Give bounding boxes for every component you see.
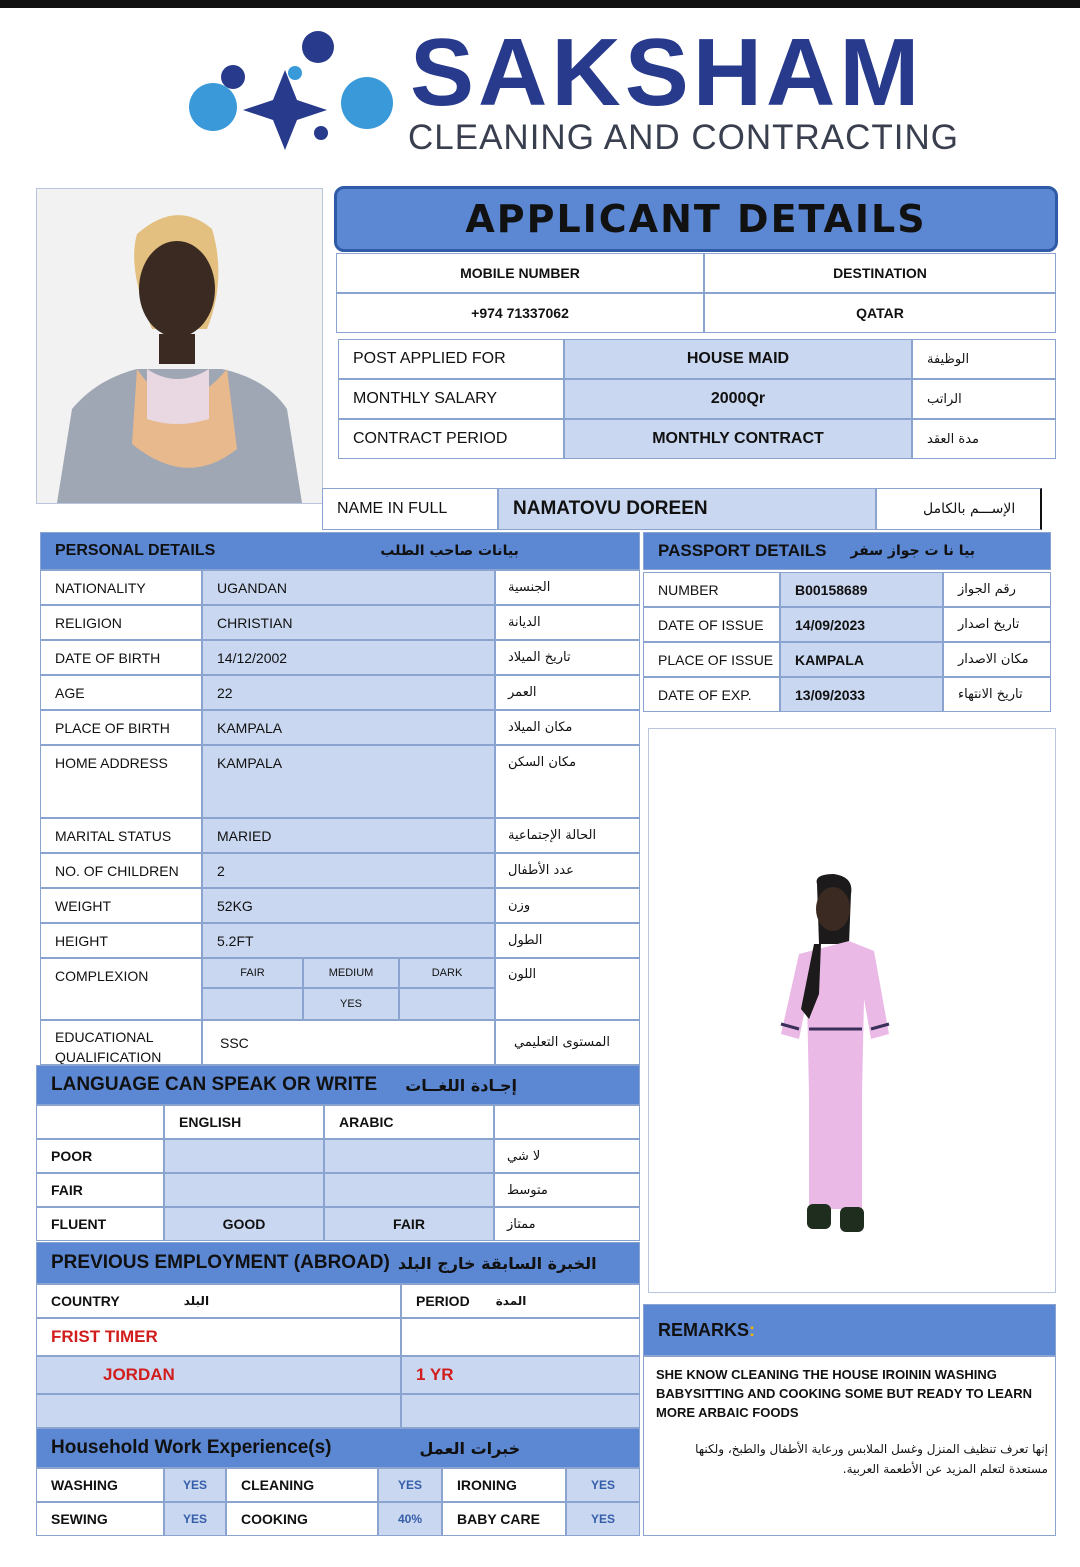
household-item-value: YES [164, 1502, 226, 1536]
mobile-number-value: +974 71337062 [336, 293, 704, 333]
complexion-medium: MEDIUM [303, 958, 399, 988]
personal-value: KAMPALA [202, 745, 495, 818]
personal-ar: الجنسية [495, 570, 640, 605]
remarks-header [643, 1304, 1056, 1356]
personal-label: PLACE OF BIRTH [40, 710, 202, 745]
name-ar [876, 488, 1042, 530]
household-item-label: BABY CARE [442, 1502, 566, 1536]
language-arabic-value [324, 1173, 494, 1207]
personal-value: MARIED [202, 818, 495, 853]
logo-icon [185, 25, 405, 160]
passport-label: DATE OF EXP. [643, 677, 780, 712]
personal-value: 22 [202, 675, 495, 710]
personal-ar: مكان الميلاد [495, 710, 640, 745]
household-item-value: YES [566, 1502, 640, 1536]
complexion-fair: FAIR [202, 958, 303, 988]
salary-label: MONTHLY SALARY [338, 379, 564, 419]
passport-label: DATE OF ISSUE [643, 607, 780, 642]
education-label: EDUCATIONAL QUALIFICATION [40, 1020, 202, 1065]
household-item-value: YES [566, 1468, 640, 1502]
language-level: FLUENT [36, 1207, 164, 1241]
household-item-value: 40% [378, 1502, 442, 1536]
contract-label: CONTRACT PERIOD [338, 419, 564, 459]
education-value: SSC [202, 1020, 495, 1065]
household-header [36, 1428, 640, 1468]
complexion-ar: اللون [495, 958, 640, 1020]
language-title-ar: إجـادة اللغــات [405, 1075, 517, 1095]
remarks-colon: : [749, 1319, 756, 1340]
applicant-full-photo [648, 728, 1056, 1293]
passport-details-title-ar: بيا نا ت جواز سفر [850, 543, 976, 559]
household-item-value: YES [378, 1468, 442, 1502]
personal-label: WEIGHT [40, 888, 202, 923]
company-name: SAKSHAM [410, 19, 924, 126]
personal-value: 14/12/2002 [202, 640, 495, 675]
company-tagline: CLEANING AND CONTRACTING [408, 118, 959, 157]
personal-value: UGANDAN [202, 570, 495, 605]
language-english-value [164, 1173, 324, 1207]
education-ar: المستوى التعليمي [495, 1020, 640, 1065]
personal-label: NATIONALITY [40, 570, 202, 605]
name-value: NAMATOVU DOREEN [498, 488, 876, 530]
employment-country-header [36, 1284, 401, 1318]
personal-ar: وزن [495, 888, 640, 923]
mobile-number-label: MOBILE NUMBER [336, 253, 704, 293]
language-level: POOR [36, 1139, 164, 1173]
personal-value: 5.2FT [202, 923, 495, 958]
passport-label: PLACE OF ISSUE [643, 642, 780, 677]
language-english-value [164, 1139, 324, 1173]
remarks-english: SHE KNOW CLEANING THE HOUSE IROININ WASHING BABYSITTING AND COOKING SOME BUT READY TO LEARN MORE ARBAIC FOODS [656, 1367, 1033, 1420]
employment-country-value: JORDAN [36, 1356, 401, 1394]
complexion-fair-value [202, 988, 303, 1020]
household-item-label: CLEANING [226, 1468, 378, 1502]
complexion-dark: DARK [399, 958, 495, 988]
personal-value: 52KG [202, 888, 495, 923]
language-title: LANGUAGE CAN SPEAK OR WRITE [51, 1074, 378, 1095]
remarks-arabic: إنها تعرف تنظيف المنزل وغسل الملابس ورعاية الأطفال والطبخ، ولكنها مستعدة لتعلم المزيد عن الأطعمة العربية. [695, 1442, 1048, 1476]
contract-value: MONTHLY CONTRACT [564, 419, 912, 459]
household-item-label: IRONING [442, 1468, 566, 1502]
passport-ar: تاريخ الانتهاء [943, 677, 1051, 712]
employment-period-value: 1 YR [401, 1356, 640, 1394]
personal-label: NO. OF CHILDREN [40, 853, 202, 888]
personal-label: HEIGHT [40, 923, 202, 958]
personal-value: CHRISTIAN [202, 605, 495, 640]
name-label: NAME IN FULL [322, 488, 498, 530]
remarks-body [643, 1356, 1056, 1536]
contract-ar [912, 419, 1056, 459]
personal-label: AGE [40, 675, 202, 710]
language-col-ar [494, 1105, 640, 1139]
passport-label: NUMBER [643, 572, 780, 607]
destination-value: QATAR [704, 293, 1056, 333]
salary-ar-text: الراتب [927, 391, 962, 407]
personal-label: RELIGION [40, 605, 202, 640]
household-title-ar: خبرات العمل [419, 1438, 521, 1458]
language-col-english: ENGLISH [164, 1105, 324, 1139]
household-item-label: WASHING [36, 1468, 164, 1502]
personal-details-title-ar: بيانات صاحب الطلب [380, 543, 519, 559]
applicant-details-title: APPLICANT DETAILS [334, 186, 1058, 252]
name-ar-text: الإســـم بالكامل [923, 501, 1016, 517]
complexion-medium-value: YES [303, 988, 399, 1020]
language-arabic-value: FAIR [324, 1207, 494, 1241]
country-label-ar: البلد [183, 1294, 210, 1308]
applicant-portrait [36, 188, 323, 504]
complexion-dark-value [399, 988, 495, 1020]
period-label-ar: المدة [495, 1294, 527, 1308]
first-timer-label: FRIST TIMER [36, 1318, 401, 1356]
personal-label: HOME ADDRESS [40, 745, 202, 818]
passport-value: KAMPALA [780, 642, 943, 677]
complexion-label: COMPLEXION [40, 958, 202, 1020]
language-col-arabic: ARABIC [324, 1105, 494, 1139]
language-arabic-value [324, 1139, 494, 1173]
language-level: FAIR [36, 1173, 164, 1207]
personal-ar: مكان السكن [495, 745, 640, 818]
passport-details-header [643, 532, 1051, 570]
personal-ar: العمر [495, 675, 640, 710]
destination-label: DESTINATION [704, 253, 1056, 293]
personal-details-header [40, 532, 640, 570]
employment-title-ar: الخبرة السابقة خارج البلد [397, 1253, 597, 1273]
passport-value: 13/09/2033 [780, 677, 943, 712]
passport-ar: رقم الجواز [943, 572, 1051, 607]
passport-ar: مكان الاصدار [943, 642, 1051, 677]
post-value: HOUSE MAID [564, 339, 912, 379]
first-timer-period [401, 1318, 640, 1356]
passport-ar: تاريخ اصدار [943, 607, 1051, 642]
post-label: POST APPLIED FOR [338, 339, 564, 379]
household-item-value: YES [164, 1468, 226, 1502]
personal-details-title: PERSONAL DETAILS [55, 542, 216, 559]
contract-ar-text: مدة العقد [927, 431, 979, 447]
period-label: PERIOD [416, 1293, 470, 1309]
personal-ar: عدد الأطفال [495, 853, 640, 888]
employment-empty-country [36, 1394, 401, 1428]
post-ar [912, 339, 1056, 379]
household-item-label: COOKING [226, 1502, 378, 1536]
employment-title: PREVIOUS EMPLOYMENT (ABROAD) [51, 1252, 390, 1273]
employment-header [36, 1242, 640, 1284]
personal-label: DATE OF BIRTH [40, 640, 202, 675]
language-english-value: GOOD [164, 1207, 324, 1241]
portrait-image [37, 189, 322, 503]
language-level-ar: ممتاز [494, 1207, 640, 1241]
personal-value: 2 [202, 853, 495, 888]
personal-label: MARITAL STATUS [40, 818, 202, 853]
post-ar-text: الوظيفة [927, 351, 970, 367]
passport-value: B00158689 [780, 572, 943, 607]
employment-empty-period [401, 1394, 640, 1428]
personal-ar: تاريخ الميلاد [495, 640, 640, 675]
personal-ar: الحالة الإجتماعية [495, 818, 640, 853]
passport-value: 14/09/2023 [780, 607, 943, 642]
language-corner [36, 1105, 164, 1139]
personal-ar: الطول [495, 923, 640, 958]
household-item-label: SEWING [36, 1502, 164, 1536]
personal-ar: الديانة [495, 605, 640, 640]
employment-period-header [401, 1284, 640, 1318]
household-title: Household Work Experience(s) [51, 1437, 332, 1458]
language-level-ar: لا شي [494, 1139, 640, 1173]
remarks-title: REMARKS [658, 1319, 750, 1340]
full-body-image [649, 729, 1055, 1292]
passport-details-title: PASSPORT DETAILS [658, 541, 827, 560]
top-border [0, 0, 1080, 8]
salary-value: 2000Qr [564, 379, 912, 419]
salary-ar [912, 379, 1056, 419]
language-level-ar: متوسط [494, 1173, 640, 1207]
language-header [36, 1065, 640, 1105]
personal-value: KAMPALA [202, 710, 495, 745]
country-label: COUNTRY [51, 1293, 120, 1309]
